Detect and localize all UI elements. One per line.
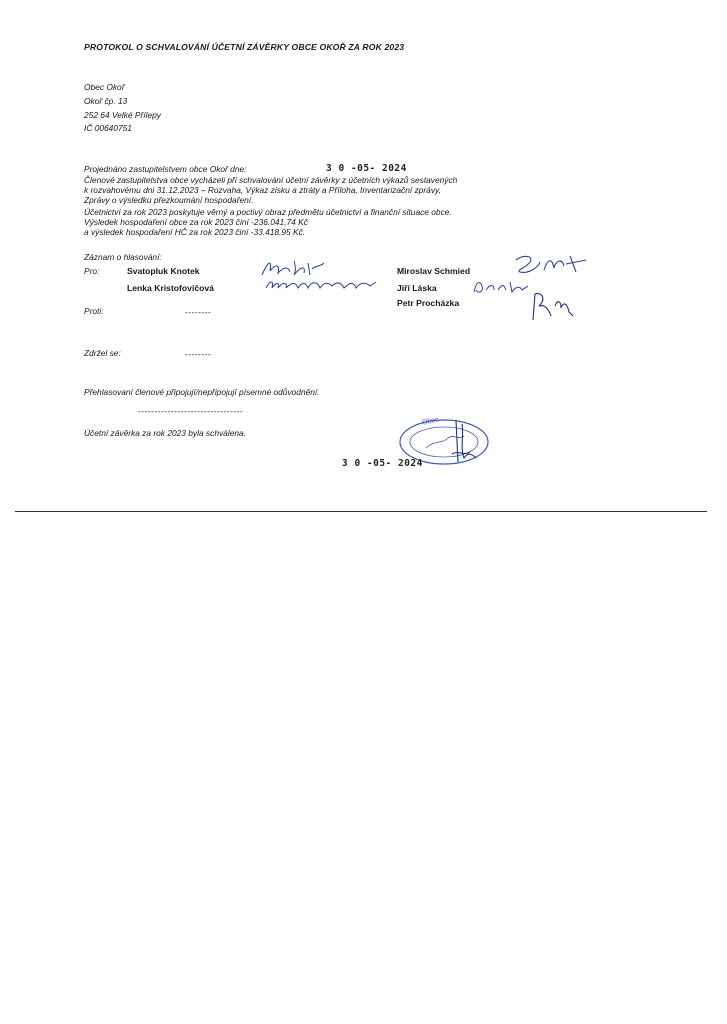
- address-line-1: Obec Okoř: [84, 82, 125, 92]
- paragraph-1-line-2: k rozvahovému dni 31.12.2023 – Rozvaha, Výkaz zisku a ztráty a Příloha, Inventarizační zprávy,: [84, 185, 441, 195]
- pro-label: Pro:: [84, 266, 100, 276]
- proti-value: --------: [185, 307, 212, 317]
- address-line-4: IČ 00640751: [84, 123, 132, 133]
- document-title: PROTOKOL O SCHVALOVÁNÍ ÚČETNÍ ZÁVĚRKY OBCE OKOŘ ZA ROK 2023: [84, 42, 405, 52]
- paragraph-2-line-1: Účetnictví za rok 2023 poskytuje věrný a poctivý obraz předmětu účetnictví a finanční situace obce.: [84, 207, 452, 217]
- voter-name: Lenka Kristofovičová: [127, 283, 214, 293]
- approved-text: Účetní závěrka za rok 2023 byla schválena.: [84, 428, 247, 438]
- voter-name: Petr Procházka: [397, 298, 460, 308]
- paragraph-2-line-3: a výsledek hospodaření HČ za rok 2023 činí -33.418,95 Kč.: [84, 227, 306, 237]
- address-line-3: 252 64 Velké Přílepy: [84, 110, 161, 120]
- voter-name: Jiří Láska: [397, 283, 437, 293]
- address-line-2: Okoř čp. 13: [84, 96, 128, 106]
- outvoted-text: Přehlasovaní členové připojují/nepřipojují písemné odůvodnění.: [84, 387, 320, 397]
- final-date: 3 0 -05- 2024: [342, 458, 423, 469]
- proti-label: Proti:: [84, 306, 104, 316]
- signature-schmied: [510, 252, 590, 276]
- voting-label: Záznam o hlasování:: [84, 252, 162, 262]
- signature-laska: [470, 276, 530, 296]
- outvoted-line: --------------------------------: [138, 406, 244, 416]
- zdrzel-value: --------: [185, 349, 212, 359]
- page-divider: [15, 511, 707, 512]
- seal-text: Obec: [421, 416, 440, 427]
- voter-name: Svatopluk Knotek: [127, 266, 200, 276]
- zdrzel-label: Zdržel se:: [84, 348, 121, 358]
- paragraph-1-line-3: Zprávy o výsledku přezkoumání hospodaření.: [84, 195, 254, 205]
- voter-name: Miroslav Schmied: [397, 266, 471, 276]
- projednano-label: Projednáno zastupitelstvem obce Okoř dne:: [84, 164, 247, 174]
- stamp-date: 3 0 -05- 2024: [326, 163, 407, 174]
- signature-prochazka: [527, 290, 577, 322]
- paragraph-1-line-1: Členové zastupitelstva obce vycházeli při schvalování účetní závěrky z účetních výkazů sestavených: [84, 175, 458, 185]
- paragraph-2-line-2: Výsledek hospodaření obce za rok 2023 činí -236.041,74 Kč: [84, 217, 308, 227]
- signature-kristofovicova: [262, 276, 382, 294]
